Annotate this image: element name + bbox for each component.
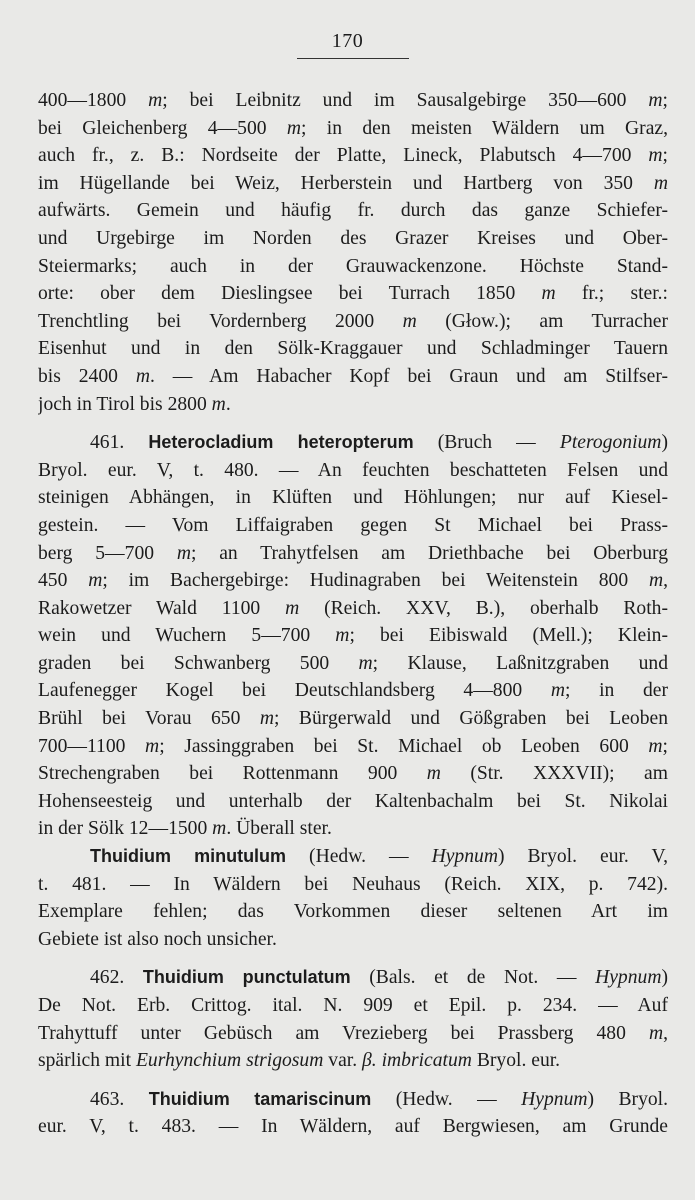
text-line	[38, 308, 668, 336]
text-line	[38, 760, 668, 788]
italic-text: Pterogonium	[559, 432, 662, 454]
italic-text: Eurhynchium strigosum	[135, 1050, 324, 1072]
text-run: spärlich mit	[38, 1050, 136, 1072]
text-run: aufwärts. Gemein und häufig fr. durch das ganze Schiefer-	[38, 200, 668, 222]
text-run: in der Sölk 12—1500	[38, 818, 213, 840]
text-run: auch fr., z. B.: Nordseite der Platte, Lineck, Plabutsch 4—700	[38, 145, 649, 167]
text-run: t. 481. — In Wäldern bei Neuhaus (Reich. XIX, p. 742).	[38, 873, 668, 895]
text-line	[38, 1086, 668, 1114]
text-line	[38, 540, 668, 568]
paragraph-gap	[38, 418, 668, 429]
italic-text: m	[88, 570, 103, 592]
entry-461-heterocladium-heteropterum	[38, 429, 668, 843]
text-run: )	[661, 432, 668, 454]
text-run: Bryol. eur. V, t. 480. — An feuchten beschatteten Felsen und	[38, 459, 668, 481]
paragraph-gap	[38, 953, 668, 964]
text-run: ) Bryol. eur. V,	[497, 846, 668, 868]
text-line	[38, 391, 668, 419]
text-line	[38, 733, 668, 761]
text-run: var.	[323, 1050, 363, 1072]
text-line	[38, 429, 668, 457]
text-line	[38, 87, 668, 115]
text-run: (Hedw. —	[371, 1088, 522, 1110]
text-line	[38, 650, 668, 678]
text-run: De Not. Erb. Crittog. ital. N. 909 et Epil. p. 234. — Auf	[38, 995, 668, 1016]
text-run: ; in den meisten Wäldern um Graz,	[301, 117, 668, 139]
text-run: ; bei Eibiswald (Mell.); Klein-	[349, 625, 668, 647]
text-line	[38, 1047, 668, 1075]
italic-text: m	[286, 117, 302, 139]
paragraph-continuation	[38, 87, 668, 418]
text-line	[38, 363, 668, 391]
text-run: und Urgebirge im Norden des Grazer Kreises und Ober-	[38, 227, 668, 249]
italic-text: Hypnum	[431, 846, 498, 868]
text-line	[38, 992, 668, 1020]
italic-text: m	[211, 393, 226, 415]
text-run: (Hedw. —	[286, 846, 432, 868]
text-run: eur. V, t. 483. — In Wäldern, auf Bergwiesen, am Grunde	[38, 1116, 668, 1138]
text-run: Trahyttuff unter Gebüsch am Vrezieberg bei Prassberg 480	[38, 1022, 649, 1044]
text-line	[38, 926, 668, 954]
italic-text: m	[176, 542, 191, 564]
italic-text: m	[653, 172, 668, 194]
text-line	[38, 964, 668, 992]
italic-text: m	[148, 90, 163, 111]
italic-text: m	[550, 680, 565, 702]
italic-text: m	[259, 708, 275, 730]
text-line	[38, 457, 668, 485]
text-run: ,	[663, 1022, 668, 1044]
italic-text: m	[541, 283, 556, 305]
paragraph-gap	[38, 1075, 668, 1086]
text-run: steinigen Abhängen, in Klüften und Höhlungen; nur auf Kiesel-	[38, 487, 668, 509]
text-line	[38, 484, 668, 512]
text-run: (Str. XXXVII); am	[440, 763, 668, 785]
text-run: gestein. — Vom Liffaigraben gegen St Michael bei Prass-	[38, 514, 668, 536]
text-run: (Bals. et de Not. —	[350, 967, 596, 989]
text-run: ; Klause, Laßnitzgraben und	[372, 652, 668, 674]
text-run: .	[225, 393, 231, 415]
text-run: Laufenegger Kogel bei Deutschlandsberg 4—800	[38, 680, 551, 702]
text-run: ;	[662, 90, 668, 111]
italic-text: Hypnum	[595, 967, 662, 989]
text-run: Strechengraben bei Rottenmann 900	[38, 763, 427, 785]
text-run: 450	[38, 570, 89, 592]
text-run: (Reich. XXV, B.), oberhalb Roth-	[299, 597, 668, 619]
text-run: ,	[663, 570, 668, 592]
text-line	[38, 1020, 668, 1048]
italic-text: m	[285, 597, 300, 619]
text-run: Brühl bei Vorau 650	[38, 708, 260, 730]
text-run: )	[661, 967, 668, 989]
text-line	[38, 142, 668, 170]
text-run: Bryol. eur.	[471, 1050, 561, 1072]
text-run: 461.	[90, 432, 149, 454]
text-line	[38, 335, 668, 363]
text-run: im Hügellande bei Weiz, Herberstein und Hartberg von 350	[38, 172, 654, 194]
text-run: joch in Tirol bis 2800	[38, 393, 212, 415]
italic-text: m	[335, 625, 350, 647]
text-line	[38, 622, 668, 650]
text-run: ; bei Leibnitz und im Sausalgebirge 350—600	[162, 90, 649, 111]
entry-thuidium-minutulum	[38, 843, 668, 953]
text-run: 700—1100	[38, 735, 146, 757]
text-line	[38, 115, 668, 143]
species-name: Thuidium punctulatum	[142, 967, 351, 988]
text-line	[38, 512, 668, 540]
text-run: 463.	[90, 1088, 149, 1110]
text-line	[38, 567, 668, 595]
italic-text: Hypnum	[521, 1088, 588, 1110]
text-line	[38, 595, 668, 623]
species-name: Thuidium tamariscinum	[148, 1088, 372, 1109]
text-run: ; in der	[565, 680, 668, 702]
text-run: ; im Bachergebirge: Hudinagraben bei Weitenstein 800	[102, 570, 649, 592]
text-line	[38, 843, 668, 871]
text-run: wein und Wuchern 5—700	[38, 625, 336, 647]
text-run: . Überall ster.	[226, 818, 332, 840]
text-line	[38, 871, 668, 899]
text-line	[38, 253, 668, 281]
text-run: Rakowetzer Wald 1100	[38, 597, 286, 619]
italic-text: m	[426, 763, 441, 785]
text-run: 400—1800	[38, 90, 149, 111]
text-run: 462.	[90, 967, 143, 989]
text-run: Hohenseesteig und unterhalb der Kaltenbachalm bei St. Nikolai	[38, 790, 668, 812]
italic-text: β. imbricatum	[362, 1050, 472, 1072]
text-run: bei Gleichenberg 4—500	[38, 117, 287, 139]
italic-text: m	[402, 310, 417, 332]
text-run: Steiermarks; auch in der Grauwackenzone. Höchste Stand-	[38, 255, 668, 277]
text-run: ;	[662, 145, 668, 167]
text-run: (Bruch —	[413, 432, 560, 454]
text-run: . — Am Habacher Kopf bei Graun und am Stilfser-	[149, 365, 668, 387]
italic-text: m	[648, 570, 664, 592]
text-line	[38, 197, 668, 225]
text-line	[38, 225, 668, 253]
italic-text: m	[212, 818, 227, 840]
text-run: berg 5—700	[38, 542, 177, 564]
text-run: ;	[662, 735, 668, 757]
text-run: Trenchtling bei Vordernberg 2000	[38, 310, 403, 332]
text-run: graden bei Schwanberg 500	[38, 652, 359, 674]
text-run: ; Bürgerwald und Gößgraben bei Leoben	[274, 708, 668, 730]
text-line	[38, 898, 668, 926]
page-number: 170	[331, 30, 364, 52]
italic-text: m	[648, 735, 663, 757]
italic-text: m	[135, 365, 150, 387]
italic-text: m	[358, 652, 373, 674]
text-run: ; Jassinggraben bei St. Michael ob Leoben 600	[159, 735, 649, 757]
body-text	[38, 87, 668, 1141]
italic-text: m	[145, 735, 160, 757]
text-line	[38, 280, 668, 308]
text-line	[38, 815, 668, 843]
species-name: Thuidium minutulum	[90, 846, 287, 867]
italic-text: m	[648, 1022, 664, 1044]
text-line	[38, 677, 668, 705]
text-run: Gebiete ist also noch unsicher.	[38, 928, 277, 950]
entry-462-thuidium-punctulatum	[38, 964, 668, 1074]
entry-463-thuidium-tamariscinum	[38, 1086, 668, 1141]
text-run: ) Bryol.	[587, 1088, 668, 1110]
text-run: Eisenhut und in den Sölk-Kraggauer und Schladminger Tauern	[38, 338, 668, 360]
text-line	[38, 705, 668, 733]
species-name: Heterocladium heteropterum	[148, 432, 414, 453]
italic-text: m	[648, 90, 663, 111]
text-run: Exemplare fehlen; das Vorkommen dieser seltenen Art im	[38, 901, 668, 923]
text-run: orte: ober dem Dieslingsee bei Turrach 1850	[38, 283, 542, 305]
header-rule	[297, 58, 409, 59]
text-run: fr.; ster.:	[555, 283, 668, 305]
text-line	[38, 1113, 668, 1141]
text-run: bis 2400	[38, 365, 136, 387]
text-run: (Głow.); am Turracher	[416, 310, 668, 332]
text-run: ; an Trahytfelsen am Driethbache bei Oberburg	[191, 542, 668, 564]
text-line	[38, 170, 668, 198]
text-line	[38, 788, 668, 816]
italic-text: m	[648, 145, 663, 167]
